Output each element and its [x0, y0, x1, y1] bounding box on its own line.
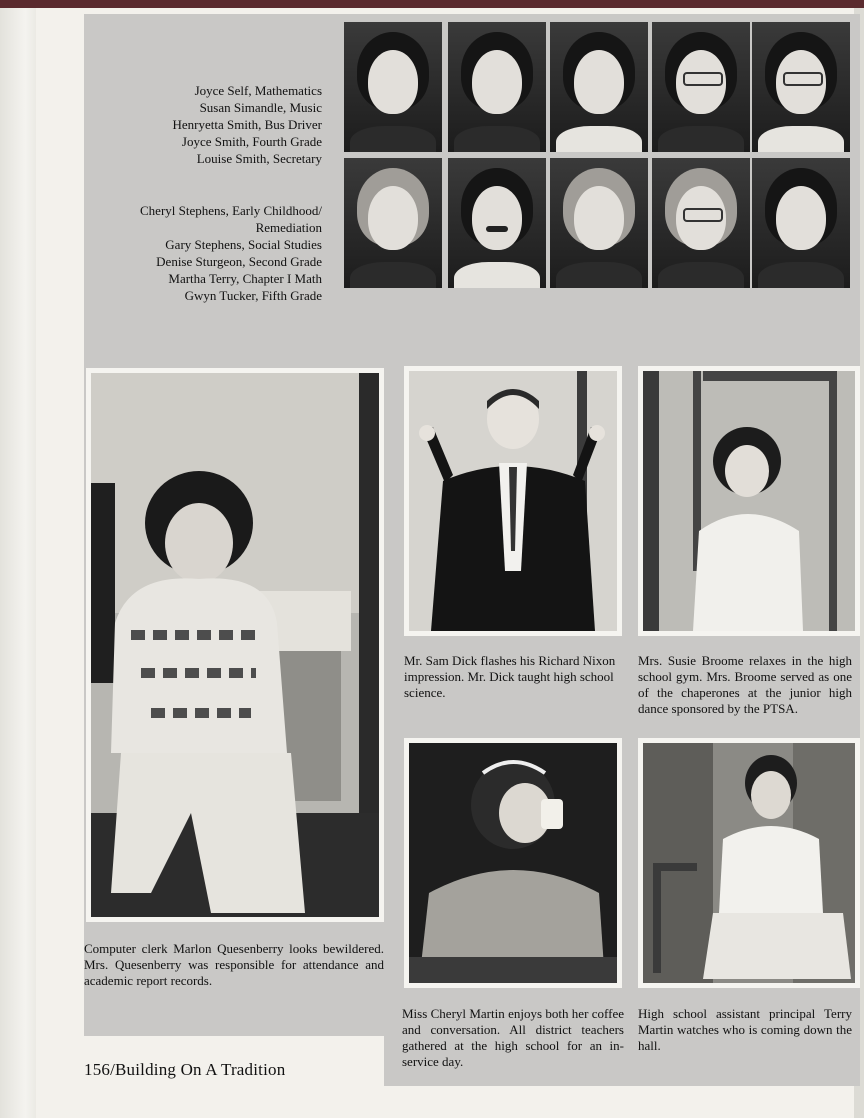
- portrait-denise-sturgeon: [550, 158, 648, 288]
- page-number-footer: 156/Building On A Tradition: [84, 1060, 286, 1079]
- faculty-name: Joyce Smith, Fourth Grade: [181, 134, 322, 149]
- faculty-list-bottom: [100, 202, 322, 304]
- faculty-name: Joyce Self, Mathematics: [194, 83, 322, 98]
- page-binding: [0, 8, 36, 1118]
- faculty-list-top: [100, 82, 322, 167]
- portrait-joyce-self: [344, 22, 442, 152]
- photo-susie-broome: [638, 366, 860, 636]
- portrait-louise-smith: [752, 22, 850, 152]
- photo-cheryl-martin-image: [409, 743, 617, 983]
- photo-cheryl-martin: [404, 738, 622, 988]
- caption-cheryl-martin: Miss Cheryl Martin enjoys both her coffee and conversation. All district teachers gathered at the high school for an in-service day.: [402, 1006, 624, 1069]
- photo-broome-image: [643, 371, 855, 631]
- caption-terry-martin: High school assistant principal Terry Martin watches who is coming down the hall.: [638, 1006, 852, 1053]
- portrait-martha-terry: [652, 158, 750, 288]
- portrait-gary-stephens: [448, 158, 546, 288]
- faculty-name: Henryetta Smith, Bus Driver: [172, 117, 322, 132]
- caption-quesenberry: Computer clerk Marlon Quesenberry looks bewildered. Mrs. Quesenberry was responsible for attendance and academic report records.: [84, 941, 384, 988]
- faculty-name: Martha Terry, Chapter I Math: [168, 271, 322, 286]
- portrait-susan-simandle: [448, 22, 546, 152]
- portrait-henryetta-smith: [550, 22, 648, 152]
- photo-terry-martin: [638, 738, 860, 988]
- faculty-name: Remediation: [255, 220, 322, 235]
- page-top-edge: [0, 0, 864, 8]
- portrait-gwyn-tucker: [752, 158, 850, 288]
- portrait-cheryl-stephens: [344, 158, 442, 288]
- photo-dick-image: [409, 371, 617, 631]
- faculty-name: Louise Smith, Secretary: [196, 151, 322, 166]
- caption-dick: Mr. Sam Dick flashes his Richard Nixon impression. Mr. Dick taught high school science.: [404, 653, 616, 700]
- faculty-name: Denise Sturgeon, Second Grade: [156, 254, 322, 269]
- caption-broome: Mrs. Susie Broome relaxes in the high school gym. Mrs. Broome served as one of the chaperones at the junior high dance sponsored by the PTSA.: [638, 653, 852, 716]
- photo-marlon-quesenberry: [86, 368, 384, 922]
- faculty-name: Gary Stephens, Social Studies: [165, 237, 322, 252]
- faculty-name: Cheryl Stephens, Early Childhood/: [140, 203, 322, 218]
- photo-quesenberry-image: [91, 373, 379, 917]
- photo-terry-martin-image: [643, 743, 855, 983]
- faculty-name: Gwyn Tucker, Fifth Grade: [184, 288, 322, 303]
- faculty-name: Susan Simandle, Music: [199, 100, 322, 115]
- photo-sam-dick: [404, 366, 622, 636]
- portrait-joyce-smith: [652, 22, 750, 152]
